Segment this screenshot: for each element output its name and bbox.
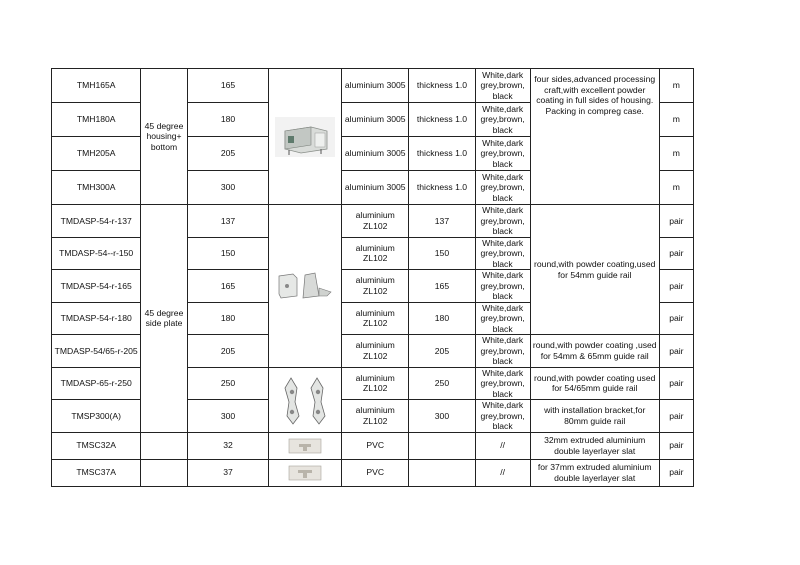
- material-cell: aluminium ZL102: [342, 335, 409, 368]
- thickness-cell: [409, 459, 475, 486]
- colors-cell: White,dark grey,brown, black: [475, 205, 530, 238]
- thickness-cell: thickness 1.0: [409, 103, 475, 137]
- side-plate-product-image: [275, 270, 335, 302]
- model-cell: TMSP300(A): [52, 400, 141, 433]
- model-cell: TMDASP-54--r-150: [52, 237, 141, 270]
- size-cell: 250: [187, 367, 269, 400]
- material-cell: aluminium ZL102: [342, 367, 409, 400]
- group-empty-cell: [141, 432, 187, 459]
- model-cell: TMDASP-54-r-180: [52, 302, 141, 335]
- size-cell: 137: [187, 205, 269, 238]
- slat32-product-image: [287, 436, 323, 456]
- model-cell: TMSC32A: [52, 432, 141, 459]
- description-rail54-65: round,with powder coating ,used for 54mm & 65mm guide rail: [530, 335, 659, 368]
- size-cell: 150: [187, 237, 269, 270]
- model-cell: TMH300A: [52, 171, 141, 205]
- material-cell: aluminium 3005: [342, 137, 409, 171]
- unit-cell: pair: [659, 400, 693, 433]
- size-cell: 180: [187, 302, 269, 335]
- size-cell: 300: [187, 400, 269, 433]
- table-row: [52, 69, 694, 103]
- size-cell: 205: [187, 335, 269, 368]
- slat37-product-image: [287, 463, 323, 483]
- material-cell: aluminium 3005: [342, 103, 409, 137]
- thickness-cell: 150: [409, 237, 475, 270]
- colors-cell: White,dark grey,brown, black: [475, 137, 530, 171]
- thickness-cell: 205: [409, 335, 475, 368]
- thickness-cell: 165: [409, 270, 475, 303]
- model-cell: TMDASP-54-r-165: [52, 270, 141, 303]
- unit-cell: pair: [659, 335, 693, 368]
- model-cell: TMH165A: [52, 69, 141, 103]
- slat37-image-cell: [269, 459, 342, 486]
- colors-cell: White,dark grey,brown, black: [475, 302, 530, 335]
- material-cell: aluminium ZL102: [342, 400, 409, 433]
- colors-cell: //: [475, 459, 530, 486]
- size-cell: 32: [187, 432, 269, 459]
- group-side-plate-cell: [141, 205, 187, 433]
- model-cell: TMDASP-54/65-r-205: [52, 335, 141, 368]
- table-row: [52, 432, 694, 459]
- unit-cell: pair: [659, 459, 693, 486]
- table-row: [52, 459, 694, 486]
- unit-cell: pair: [659, 367, 693, 400]
- group-empty-cell: [141, 459, 187, 486]
- size-cell: 37: [187, 459, 269, 486]
- colors-cell: White,dark grey,brown, black: [475, 400, 530, 433]
- thickness-cell: 180: [409, 302, 475, 335]
- side-plate-image-cell: [269, 205, 342, 368]
- unit-cell: m: [659, 137, 693, 171]
- unit-cell: m: [659, 69, 693, 103]
- colors-cell: White,dark grey,brown, black: [475, 367, 530, 400]
- thickness-cell: 300: [409, 400, 475, 433]
- thickness-cell: 250: [409, 367, 475, 400]
- unit-cell: pair: [659, 270, 693, 303]
- description-bracket80: with installation bracket,for 80mm guide rail: [530, 400, 659, 433]
- description-rail54-65b: round,with powder coating used for 54/65mm guide rail: [530, 367, 659, 400]
- table-row: [52, 205, 694, 238]
- bracket-product-image: [277, 372, 333, 428]
- size-cell: 205: [187, 137, 269, 171]
- group-label: 45 degree housing+ bottom: [144, 120, 184, 152]
- unit-cell: pair: [659, 205, 693, 238]
- model-cell: TMDASP-65-r-250: [52, 367, 141, 400]
- thickness-cell: thickness 1.0: [409, 137, 475, 171]
- thickness-cell: thickness 1.0: [409, 69, 475, 103]
- model-cell: TMH180A: [52, 103, 141, 137]
- slat32-image-cell: [269, 432, 342, 459]
- housing-image-cell: [269, 69, 342, 205]
- unit-cell: pair: [659, 237, 693, 270]
- material-cell: PVC: [342, 432, 409, 459]
- bracket-image-cell: [269, 367, 342, 432]
- description-rail54: round,with powder coating,used for 54mm guide rail: [530, 205, 659, 335]
- unit-cell: pair: [659, 432, 693, 459]
- unit-cell: m: [659, 103, 693, 137]
- material-cell: aluminium 3005: [342, 171, 409, 205]
- material-cell: aluminium 3005: [342, 69, 409, 103]
- thickness-cell: 137: [409, 205, 475, 238]
- group-housing-cell: [141, 69, 187, 205]
- colors-cell: //: [475, 432, 530, 459]
- product-spec-table: [51, 68, 694, 487]
- material-cell: aluminium ZL102: [342, 237, 409, 270]
- size-cell: 300: [187, 171, 269, 205]
- material-cell: PVC: [342, 459, 409, 486]
- unit-cell: pair: [659, 302, 693, 335]
- colors-cell: White,dark grey,brown, black: [475, 69, 530, 103]
- description-slat37: for 37mm extruded aluminium double layerlayer slat: [530, 459, 659, 486]
- unit-cell: m: [659, 171, 693, 205]
- size-cell: 165: [187, 69, 269, 103]
- housing-product-image: [275, 117, 335, 157]
- colors-cell: White,dark grey,brown, black: [475, 171, 530, 205]
- thickness-cell: [409, 432, 475, 459]
- colors-cell: White,dark grey,brown, black: [475, 103, 530, 137]
- colors-cell: White,dark grey,brown, black: [475, 237, 530, 270]
- model-cell: TMH205A: [52, 137, 141, 171]
- colors-cell: White,dark grey,brown, black: [475, 270, 530, 303]
- size-cell: 165: [187, 270, 269, 303]
- size-cell: 180: [187, 103, 269, 137]
- material-cell: aluminium ZL102: [342, 205, 409, 238]
- material-cell: aluminium ZL102: [342, 302, 409, 335]
- group-label: 45 degree side plate: [144, 307, 184, 329]
- material-cell: aluminium ZL102: [342, 270, 409, 303]
- model-cell: TMSC37A: [52, 459, 141, 486]
- thickness-cell: thickness 1.0: [409, 171, 475, 205]
- colors-cell: White,dark grey,brown, black: [475, 335, 530, 368]
- description-housing: four sides,advanced processing craft,with excellent powder coating in full sides of housing. Packing in compreg case.: [530, 69, 659, 205]
- model-cell: TMDASP-54-r-137: [52, 205, 141, 238]
- description-slat32: 32mm extruded aluminium double layerlayer slat: [530, 432, 659, 459]
